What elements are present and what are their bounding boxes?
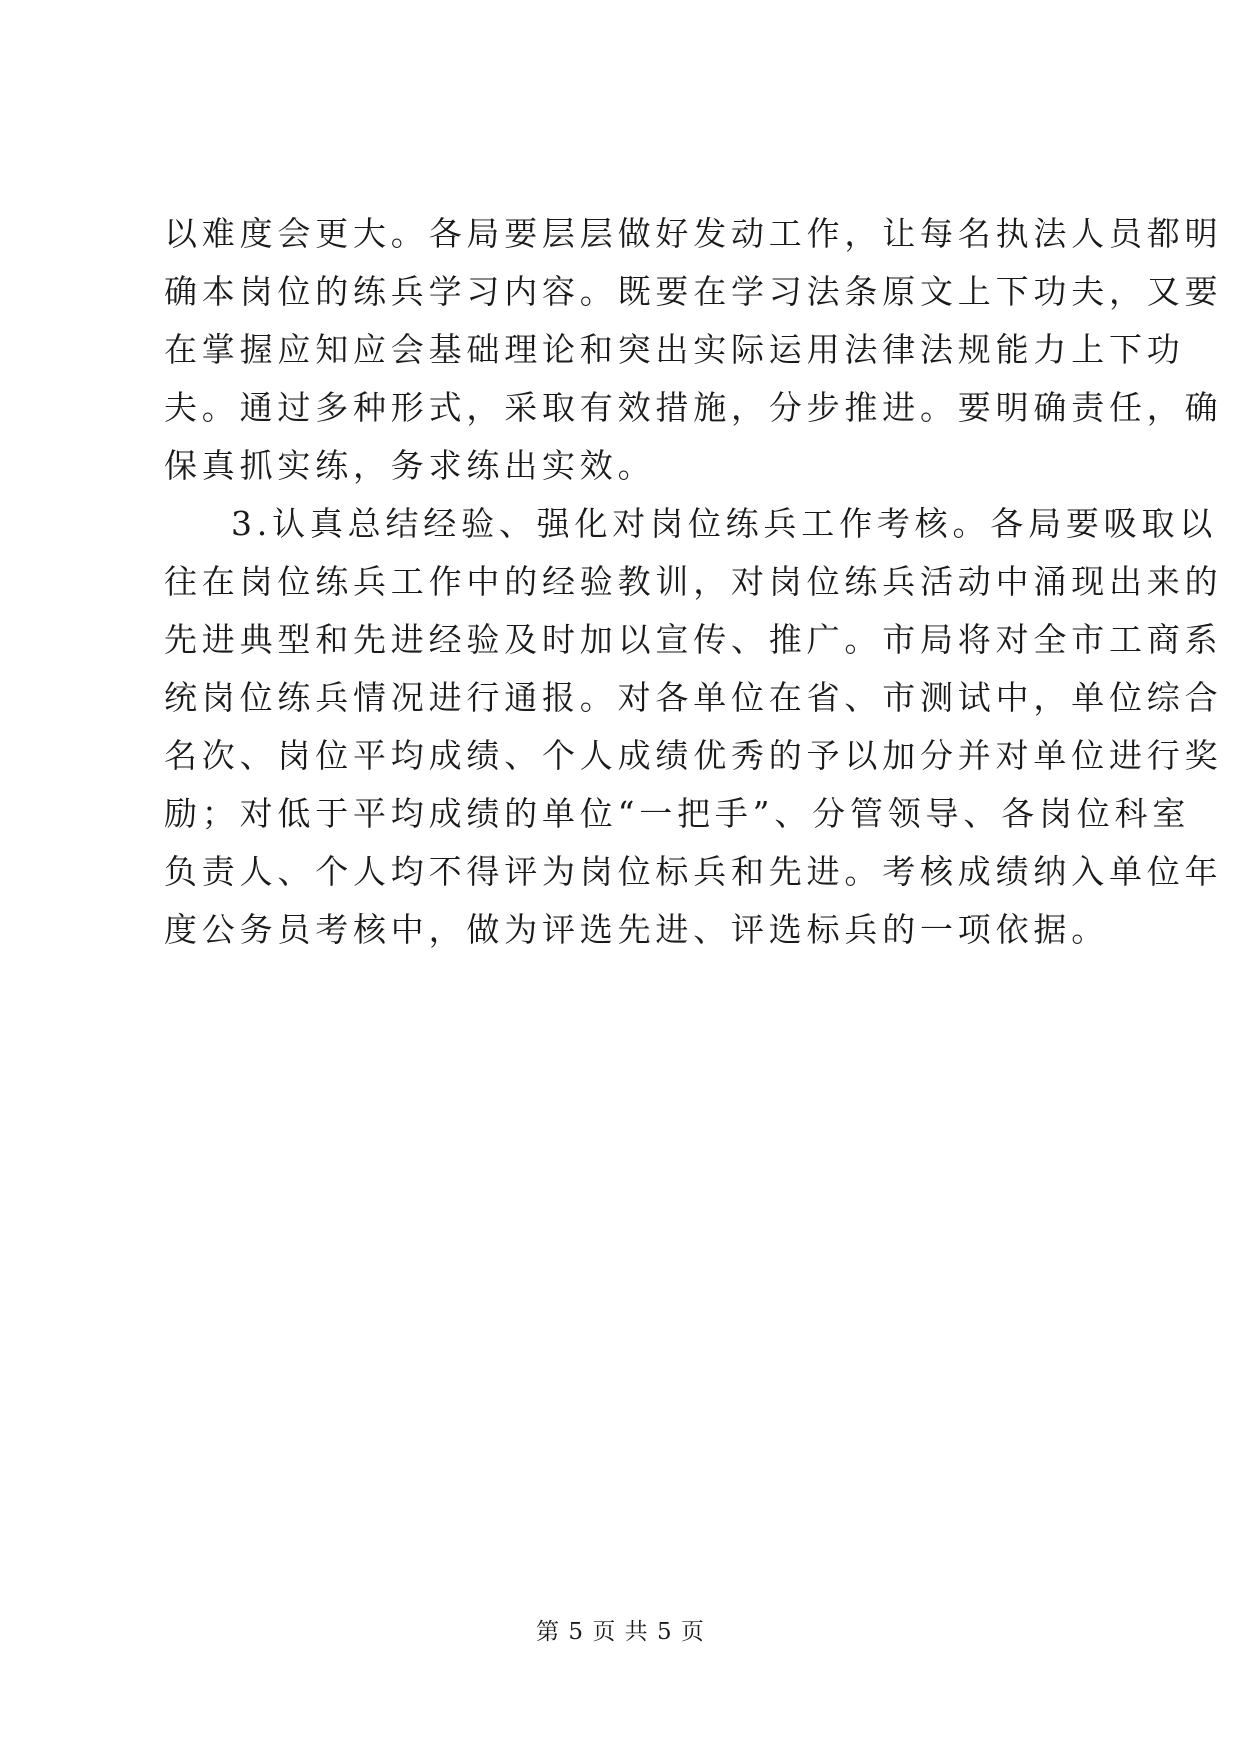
text-line: 负责人、个人均不得评为岗位标兵和先进。考核成绩纳入单位年 bbox=[164, 852, 1223, 891]
text-line: 以难度会更大。各局要层层做好发动工作，让每名执法人员都明 bbox=[164, 214, 1223, 253]
document-body bbox=[164, 205, 1223, 959]
text-line: 在掌握应知应会基础理论和突出实际运用法律法规能力上下功 bbox=[164, 330, 1185, 369]
page-number-footer: 第 5 页 共 5 页 bbox=[536, 1619, 705, 1645]
text-line: 励；对低于平均成绩的单位“一把手”、分管领导、各岗位科室 bbox=[164, 794, 1191, 833]
text-line: 确本岗位的练兵学习内容。既要在学习法条原文上下功夫，又要 bbox=[164, 272, 1223, 311]
text-line: 名次、岗位平均成绩、个人成绩优秀的予以加分并对单位进行奖 bbox=[164, 736, 1223, 775]
text-line: 3.认真总结经验、强化对岗位练兵工作考核。各局要吸取以 bbox=[231, 504, 1218, 543]
text-line: 夫。通过多种形式，采取有效措施，分步推进。要明确责任，确 bbox=[164, 388, 1223, 427]
text-line: 度公务员考核中，做为评选先进、评选标兵的一项依据。 bbox=[164, 910, 1109, 949]
paragraph-2 bbox=[164, 495, 1223, 959]
text-line: 先进典型和先进经验及时加以宣传、推广。市局将对全市工商系 bbox=[164, 620, 1223, 659]
text-line: 往在岗位练兵工作中的经验教训，对岗位练兵活动中涌现出来的 bbox=[164, 562, 1223, 601]
text-line: 统岗位练兵情况进行通报。对各单位在省、市测试中，单位综合 bbox=[164, 678, 1223, 717]
paragraph-1 bbox=[164, 205, 1223, 495]
text-line: 保真抓实练，务求练出实效。 bbox=[164, 446, 656, 485]
